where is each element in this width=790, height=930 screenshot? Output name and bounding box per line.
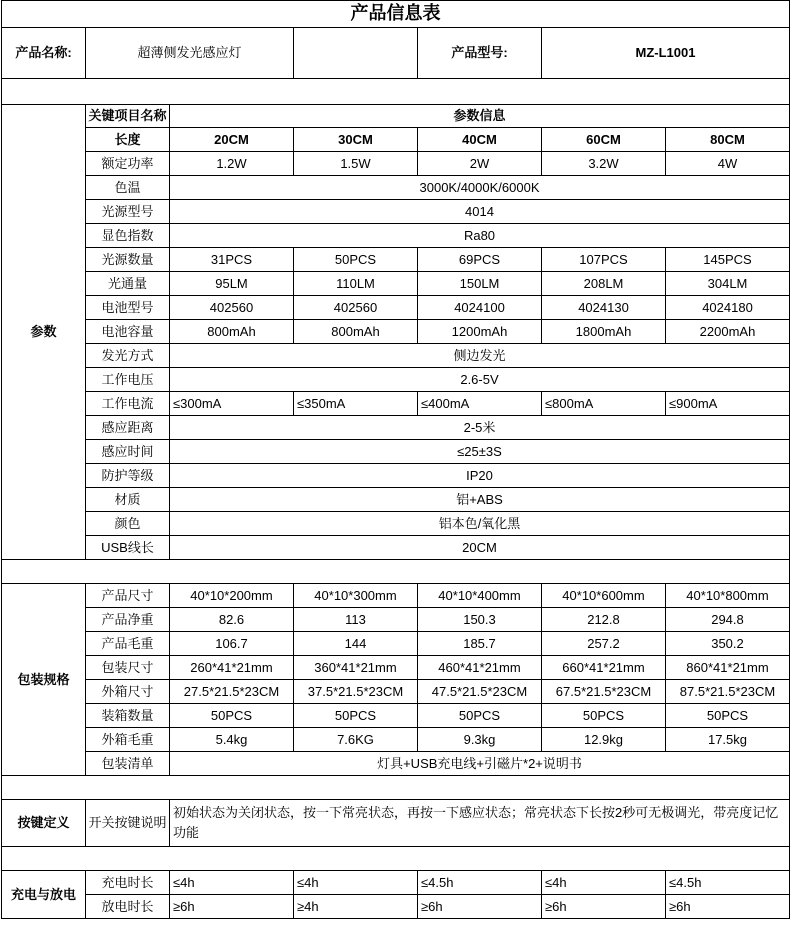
- ip-label: 防护等级: [86, 464, 170, 488]
- carton-weight-cell: 12.9kg: [542, 728, 666, 752]
- discharge-time-cell: ≥6h: [542, 895, 666, 919]
- usb-value: 20CM: [170, 536, 790, 560]
- led-count-cell: 50PCS: [294, 248, 418, 272]
- usb-label: USB线长: [86, 536, 170, 560]
- cri-value: Ra80: [170, 224, 790, 248]
- carton-size-cell: 67.5*21.5*23CM: [542, 680, 666, 704]
- product-name-label: 产品名称:: [2, 28, 86, 79]
- size-cell: 40*10*400mm: [418, 584, 542, 608]
- keys-section-label: 按键定义: [2, 800, 86, 847]
- led-count-cell: 69PCS: [418, 248, 542, 272]
- pack-size-cell: 260*41*21mm: [170, 656, 294, 680]
- battery-model-cell: 4024130: [542, 296, 666, 320]
- carton-weight-cell: 17.5kg: [666, 728, 790, 752]
- size-cell: 40*10*300mm: [294, 584, 418, 608]
- led-count-label: 光源数量: [86, 248, 170, 272]
- charge-time-cell: ≤4.5h: [418, 871, 542, 895]
- switch-key-label: 开关按键说明: [86, 800, 170, 847]
- flux-label: 光通量: [86, 272, 170, 296]
- length-cell: 20CM: [170, 128, 294, 152]
- qty-label: 装箱数量: [86, 704, 170, 728]
- color-temp-value: 3000K/4000K/6000K: [170, 176, 790, 200]
- product-name-value: 超薄侧发光感应灯: [86, 28, 294, 79]
- flux-cell: 304LM: [666, 272, 790, 296]
- led-model-label: 光源型号: [86, 200, 170, 224]
- sense-distance-value: 2-5米: [170, 416, 790, 440]
- carton-size-cell: 47.5*21.5*23CM: [418, 680, 542, 704]
- carton-size-cell: 27.5*21.5*23CM: [170, 680, 294, 704]
- battery-model-cell: 4024100: [418, 296, 542, 320]
- gross-weight-label: 产品毛重: [86, 632, 170, 656]
- current-cell: ≤300mA: [170, 392, 294, 416]
- color-label: 颜色: [86, 512, 170, 536]
- length-label: 长度: [86, 128, 170, 152]
- power-cell: 4W: [666, 152, 790, 176]
- flux-cell: 150LM: [418, 272, 542, 296]
- battery-model-cell: 402560: [294, 296, 418, 320]
- flux-cell: 208LM: [542, 272, 666, 296]
- discharge-time-cell: ≥6h: [418, 895, 542, 919]
- size-cell: 40*10*200mm: [170, 584, 294, 608]
- emission-value: 侧边发光: [170, 344, 790, 368]
- pack-size-cell: 860*41*21mm: [666, 656, 790, 680]
- current-label: 工作电流: [86, 392, 170, 416]
- size-label: 产品尺寸: [86, 584, 170, 608]
- qty-cell: 50PCS: [542, 704, 666, 728]
- key-header: 关键项目名称: [86, 105, 170, 128]
- color-temp-label: 色温: [86, 176, 170, 200]
- qty-cell: 50PCS: [294, 704, 418, 728]
- battery-cap-cell: 1200mAh: [418, 320, 542, 344]
- pack-size-cell: 660*41*21mm: [542, 656, 666, 680]
- length-cell: 80CM: [666, 128, 790, 152]
- battery-model-cell: 402560: [170, 296, 294, 320]
- gross-weight-cell: 350.2: [666, 632, 790, 656]
- emission-label: 发光方式: [86, 344, 170, 368]
- charge-section-label: 充电与放电: [2, 871, 86, 919]
- carton-weight-cell: 9.3kg: [418, 728, 542, 752]
- charge-time-cell: ≤4h: [542, 871, 666, 895]
- current-cell: ≤900mA: [666, 392, 790, 416]
- charge-time-label: 充电时长: [86, 871, 170, 895]
- carton-size-cell: 37.5*21.5*23CM: [294, 680, 418, 704]
- gross-weight-cell: 185.7: [418, 632, 542, 656]
- led-count-cell: 31PCS: [170, 248, 294, 272]
- packing-list-value: 灯具+USB充电线+引磁片*2+说明书: [170, 752, 790, 776]
- sense-distance-label: 感应距离: [86, 416, 170, 440]
- sense-time-value: ≤25±3S: [170, 440, 790, 464]
- carton-weight-cell: 5.4kg: [170, 728, 294, 752]
- qty-cell: 50PCS: [418, 704, 542, 728]
- ip-value: IP20: [170, 464, 790, 488]
- net-weight-label: 产品净重: [86, 608, 170, 632]
- net-weight-cell: 82.6: [170, 608, 294, 632]
- carton-weight-cell: 7.6KG: [294, 728, 418, 752]
- voltage-value: 2.6-5V: [170, 368, 790, 392]
- spacer-row: [2, 79, 790, 105]
- switch-key-desc: 初始状态为关闭状态，按一下常亮状态，再按一下感应状态；常亮状态下长按2秒可无极调光，带亮度记忆功能: [170, 800, 790, 847]
- power-cell: 1.2W: [170, 152, 294, 176]
- carton-size-label: 外箱尺寸: [86, 680, 170, 704]
- pack-size-cell: 460*41*21mm: [418, 656, 542, 680]
- length-cell: 60CM: [542, 128, 666, 152]
- pack-size-cell: 360*41*21mm: [294, 656, 418, 680]
- current-cell: ≤800mA: [542, 392, 666, 416]
- material-label: 材质: [86, 488, 170, 512]
- led-model-value: 4014: [170, 200, 790, 224]
- params-section-label: 参数: [2, 105, 86, 560]
- battery-cap-cell: 2200mAh: [666, 320, 790, 344]
- material-value: 铝+ABS: [170, 488, 790, 512]
- length-cell: 30CM: [294, 128, 418, 152]
- power-label: 额定功率: [86, 152, 170, 176]
- charge-time-cell: ≤4.5h: [666, 871, 790, 895]
- qty-cell: 50PCS: [170, 704, 294, 728]
- net-weight-cell: 150.3: [418, 608, 542, 632]
- battery-model-cell: 4024180: [666, 296, 790, 320]
- net-weight-cell: 294.8: [666, 608, 790, 632]
- product-model-label: 产品型号:: [418, 28, 542, 79]
- discharge-time-cell: ≥6h: [666, 895, 790, 919]
- battery-cap-cell: 1800mAh: [542, 320, 666, 344]
- packing-list-label: 包装清单: [86, 752, 170, 776]
- current-cell: ≤400mA: [418, 392, 542, 416]
- sense-time-label: 感应时间: [86, 440, 170, 464]
- gross-weight-cell: 257.2: [542, 632, 666, 656]
- current-cell: ≤350mA: [294, 392, 418, 416]
- led-count-cell: 145PCS: [666, 248, 790, 272]
- empty-cell: [294, 28, 418, 79]
- info-header: 参数信息: [170, 105, 790, 128]
- power-cell: 2W: [418, 152, 542, 176]
- page-title: 产品信息表: [2, 1, 790, 28]
- carton-size-cell: 87.5*21.5*23CM: [666, 680, 790, 704]
- charge-time-cell: ≤4h: [294, 871, 418, 895]
- carton-weight-label: 外箱毛重: [86, 728, 170, 752]
- battery-cap-cell: 800mAh: [294, 320, 418, 344]
- flux-cell: 110LM: [294, 272, 418, 296]
- voltage-label: 工作电压: [86, 368, 170, 392]
- net-weight-cell: 113: [294, 608, 418, 632]
- discharge-time-cell: ≥4h: [294, 895, 418, 919]
- size-cell: 40*10*800mm: [666, 584, 790, 608]
- spacer-row: [2, 847, 790, 871]
- gross-weight-cell: 106.7: [170, 632, 294, 656]
- battery-model-label: 电池型号: [86, 296, 170, 320]
- color-value: 铝本色/氧化黑: [170, 512, 790, 536]
- discharge-time-label: 放电时长: [86, 895, 170, 919]
- battery-cap-cell: 800mAh: [170, 320, 294, 344]
- charge-time-cell: ≤4h: [170, 871, 294, 895]
- pack-size-label: 包装尺寸: [86, 656, 170, 680]
- flux-cell: 95LM: [170, 272, 294, 296]
- product-info-table: [1, 0, 790, 919]
- size-cell: 40*10*600mm: [542, 584, 666, 608]
- cri-label: 显色指数: [86, 224, 170, 248]
- discharge-time-cell: ≥6h: [170, 895, 294, 919]
- power-cell: 3.2W: [542, 152, 666, 176]
- spacer-row: [2, 560, 790, 584]
- spacer-row: [2, 776, 790, 800]
- length-cell: 40CM: [418, 128, 542, 152]
- power-cell: 1.5W: [294, 152, 418, 176]
- battery-cap-label: 电池容量: [86, 320, 170, 344]
- gross-weight-cell: 144: [294, 632, 418, 656]
- packing-section-label: 包装规格: [2, 584, 86, 776]
- led-count-cell: 107PCS: [542, 248, 666, 272]
- product-model-value: MZ-L1001: [542, 28, 790, 79]
- net-weight-cell: 212.8: [542, 608, 666, 632]
- qty-cell: 50PCS: [666, 704, 790, 728]
